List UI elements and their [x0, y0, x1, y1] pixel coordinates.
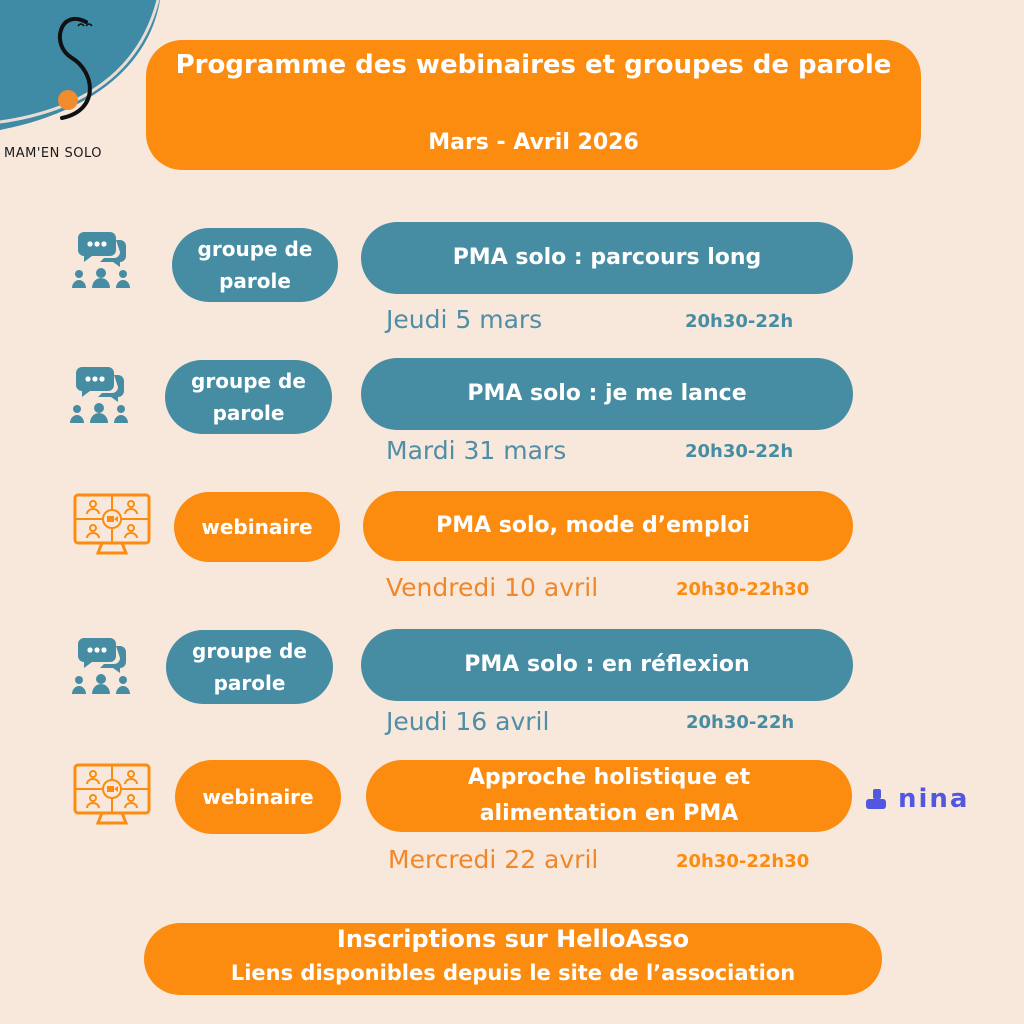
- chat-group-icon: [70, 230, 132, 292]
- video-conference-icon: [72, 762, 152, 830]
- registration-text: Inscriptions sur HelloAsso: [336, 925, 690, 953]
- event-title: PMA solo, mode d’emploi: [363, 491, 853, 561]
- event-type-badge: groupe de parole: [172, 228, 338, 302]
- event-time: 20h30-22h: [686, 712, 795, 733]
- event-date: Jeudi 16 avril: [386, 707, 550, 736]
- logo-graphic: [0, 0, 170, 160]
- partner-name: nina: [898, 784, 970, 814]
- event-date: Mercredi 22 avril: [388, 845, 599, 874]
- event-date: Vendredi 10 avril: [386, 573, 599, 602]
- header-banner: [146, 40, 921, 170]
- event-title: PMA solo : je me lance: [361, 358, 853, 430]
- event-type-badge: webinaire: [175, 760, 341, 834]
- event-title: PMA solo : parcours long: [361, 222, 853, 294]
- event-type-badge: groupe de parole: [165, 360, 332, 434]
- nina-logo-icon: [864, 787, 888, 811]
- links-text: Liens disponibles depuis le site de l’association: [230, 961, 796, 985]
- footer-banner: [144, 923, 882, 995]
- event-time: 20h30-22h30: [676, 851, 810, 872]
- event-time: 20h30-22h: [685, 441, 794, 462]
- chat-group-icon: [68, 365, 130, 427]
- event-time: 20h30-22h30: [676, 579, 810, 600]
- partner-logo: [864, 784, 969, 814]
- event-title: PMA solo : en réflexion: [361, 629, 853, 701]
- event-title: Approche holistique et alimentation en PMA: [366, 760, 852, 832]
- event-date: Jeudi 5 mars: [386, 305, 543, 334]
- event-type-badge: groupe de parole: [166, 630, 333, 704]
- period-label: Mars - Avril 2026: [428, 130, 639, 155]
- page-title: Programme des webinaires et groupes de parole: [175, 50, 892, 80]
- chat-group-icon: [70, 636, 132, 698]
- event-time: 20h30-22h: [685, 311, 794, 332]
- event-type-badge: webinaire: [174, 492, 340, 562]
- video-conference-icon: [72, 492, 152, 560]
- event-date: Mardi 31 mars: [386, 436, 567, 465]
- logo-text: MAM'EN SOLO: [4, 146, 102, 161]
